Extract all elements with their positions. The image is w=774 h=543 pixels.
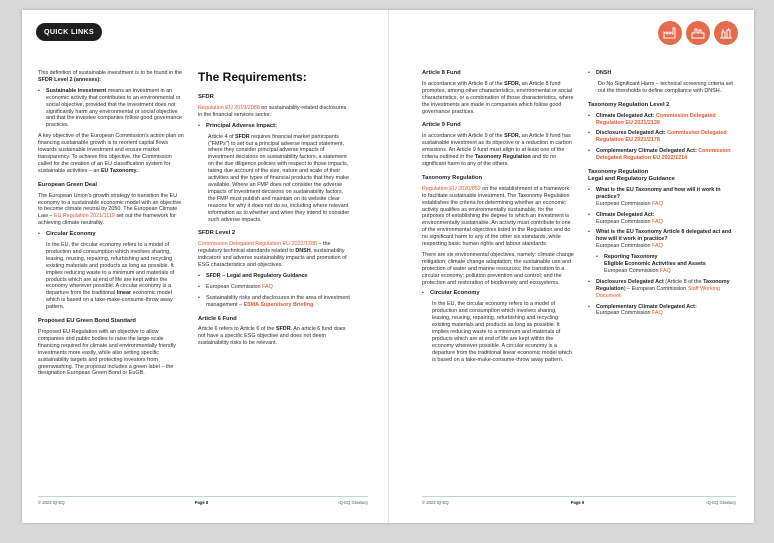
- article8-heading: Article 8 Fund: [422, 70, 461, 76]
- guidance-item-article8: • What is the EU Taxonomy Article 8 delegated act and how will it work in practice? European Commission FAQ: [588, 229, 736, 250]
- circular-economy-item-2: [422, 290, 574, 297]
- six-objectives-text: There are six environmental objectives, namely: climate change mitigation; climate change adaptation; the sustainable use and protection of water and marine resources; the transition to a circular economy; pollution prevention and control; and the protection and restoration of biodiversity and ecosystems.: [422, 251, 574, 286]
- pai-text: Article 4 of SFDR requires financial market participants ("FMPs") to set out a principal adverse impact statement, where they consider principal adverse impacts of investment decisions on sustainability factors, a statement on the due diligence policies with respect to those impacts, taking due account of the size, nature and scale of their activities and the types of financial products that they make available. Where an FMP does not consider the adverse impacts of investment decisions on sustainability factors, the FMP must publish and maintain on its website clear reasons for why it does not do so, including where relevant information as to whether and when they intend to consider such adverse impacts.: [208, 133, 350, 223]
- column-1: [38, 70, 184, 381]
- sfdr-guidance-list: [198, 273, 350, 309]
- article6-text: Article 6 refers to Article 6 of the SFDR. An article 6 fund does not have a specific ESG objective and does not deem sustainability risks to be relevant.: [198, 326, 346, 347]
- guidance-item-what-is: • What is the EU Taxonomy and how will it work in practice? European Commission FAQ: [588, 187, 736, 208]
- document-spread: [22, 10, 754, 523]
- circular-list: [38, 231, 184, 311]
- column-4: [588, 70, 736, 321]
- guidance-sub-item: • Reporting Taxonomy Eligible Economic Activities and Assets European Commission FAQ: [596, 254, 736, 275]
- definition-list: [38, 88, 184, 129]
- faq-link-5[interactable]: FAQ: [652, 310, 663, 317]
- green-deal-text: The European Union's growth strategy to transition the EU economy to a sustainable economic model with an objective to become climate neutral by 2050. The European Climate Law – EU Regulation 2021/1119 set out the framework for achieving climate neutrality.: [38, 192, 182, 227]
- quick-links-button[interactable]: QUICK LINKS: [36, 23, 102, 41]
- footer-left: [38, 500, 368, 505]
- pai-item: [198, 123, 350, 130]
- dnsh-text: Do No Significant Harm – technical screening criteria set out the thresholds to define compliance with DNSH.: [598, 80, 733, 94]
- copyright-right: © 2023 IQ-EQ: [422, 500, 449, 505]
- sfdr-level2-heading: SFDR Level 2: [198, 230, 236, 237]
- circular-list-2: [422, 290, 574, 297]
- column-3: [422, 70, 574, 368]
- intro-text: This definition of sustainable investment is to be found in the SFDR Level 2 (annexes):: [38, 70, 183, 83]
- plant-icon[interactable]: [714, 21, 738, 45]
- pai-list: [198, 123, 350, 130]
- faq-link-3[interactable]: FAQ: [652, 243, 663, 250]
- climate-law-link[interactable]: EU Regulation 2021/1119: [53, 213, 115, 220]
- green-deal-heading: European Green Deal: [38, 181, 97, 188]
- circular-economy-text-2: In the EU, the circular economy refers to a model of production and consumption which involves sharing, leasing, reusing, repairing, refurbishing and recycling existing materials and products as long as possible. It implies reducing waste to a minimum and materials of products which are at end of life are kept within the economy wherever possible. A circular economy is a departure from the traditional linear economic model which is based on a take-make-consume-throw away pattern.: [432, 301, 572, 363]
- taxonomy-text: Regulation EU 2020/852 on the establishment of a framework to facilitate sustainable investment. The Taxonomy Regulation establishes the criteria for determining whether an economic activity qualifies as environmentally sustainable, for the purposes of establishing the degree to which an investment is environmentally sustainable. An activity must contribute to one of the environmental objectives listed in the Regulation and do no significant harm to any of the other six standards, while respecting basic human rights and labour standards.: [422, 185, 571, 248]
- article9-heading: Article 9 Fund: [422, 122, 461, 129]
- sfdr-faq-item: • European Commission FAQ: [198, 284, 350, 291]
- faq-link-4[interactable]: FAQ: [660, 267, 671, 274]
- guidance-item-disclosures: • Disclosures Delegated Act (Article 8 of the Taxonomy Regulation) – European Commission Staff Working Document: [588, 279, 736, 300]
- taxonomy-heading: Taxonomy Regulation: [422, 174, 483, 181]
- factory-icon[interactable]: [658, 21, 682, 45]
- copyright-left: © 2023 IQ-EQ: [38, 500, 65, 505]
- doc-title-left: IQ-EQ Glossary: [338, 500, 368, 505]
- article6-heading: Article 6 Fund: [198, 315, 237, 322]
- delegated-acts-list: [588, 113, 736, 162]
- column-2: [198, 70, 350, 351]
- guidance-item-climate: • Climate Delegated Act: European Commission FAQ: [588, 212, 736, 226]
- sfdr-level2-text: Commission Delegated Regulation EU 2022/1288 – the regulatory technical standards related to DNSH, sustainability indicators and adverse sustainability impacts and promotion of ESG characteristics and objectives.: [198, 241, 347, 269]
- page-number-right: Page 9: [570, 500, 585, 505]
- esma-briefing-link[interactable]: ESMA Supervisory Briefing: [243, 301, 314, 308]
- pai-heading: • Principal Adverse Impact:: [206, 122, 277, 129]
- guidance-item-complementary: • Complementary Climate Delegated Act: European Commission FAQ: [588, 304, 736, 318]
- climate-delegated-item: • Climate Delegated Act: Commission Delegated Regulation EU 2021/2139: [588, 113, 736, 127]
- green-bond-text: Proposed EU Regulation with an objective to allow companies and public bodies to raise the large-scale financing required for climate and environmentally friendly investments more easily, while also setting specific sustainability targets and protecting investors from greenwashing. The proposal includes a green label – the designation European Green Bond or EuGB.: [38, 329, 176, 377]
- header-icons: [658, 21, 738, 45]
- climate-delegated-link[interactable]: Commission Delegated Regulation EU 2021/2139: [596, 112, 716, 126]
- page-number-left: Page 8: [194, 500, 209, 505]
- faq-link-1[interactable]: FAQ: [652, 200, 663, 207]
- dnsh-item: • DNSH: [588, 70, 736, 77]
- esma-briefing-item: • Sustainability risks and disclosures in the area of investment management – ESMA Supervisory Briefing: [198, 295, 350, 309]
- requirements-title: The Requirements:: [198, 70, 307, 84]
- taxonomy-level2-heading: Taxonomy Regulation Level 2: [588, 101, 670, 108]
- industry-icon[interactable]: [686, 21, 710, 45]
- footer-rule-left: [38, 496, 368, 497]
- disclosures-delegated-item: • Disclosures Delegated Act: Commission Delegated Regulation EU 2021/2178: [588, 130, 736, 144]
- dnsh-list: [588, 70, 736, 77]
- taxonomy-guidance-list: [588, 187, 736, 318]
- sfdr-regulation-link[interactable]: Regulation EU 2019/2088: [198, 104, 260, 111]
- doc-title-right: IQ-EQ Glossary: [706, 500, 736, 505]
- circular-economy-item: • Circular Economy In the EU, the circular economy refers to a model of production and consumption which involves sharing, leasing, reusing, repairing, refurbishing and recycling existing materials and products as long as possible. It implies reducing waste to a minimum and materials of products which are at end of life are kept within the economy wherever possible. A circular economy is a departure from the traditional linear economic model which is based on a take-make-consume-throw away pattern.: [38, 231, 184, 311]
- sfdr-guidance-heading-item: • SFDR – Legal and Regulatory Guidance: [198, 273, 350, 280]
- complementary-delegated-item: • Complementary Climate Delegated Act: Commission Delegated Regulation EU 2022/1214: [588, 148, 736, 162]
- sfdr-level2-link[interactable]: Commission Delegated Regulation EU 2022/1288: [198, 241, 317, 248]
- sfdr-heading: SFDR: [198, 94, 214, 100]
- article8-text: In accordance with Article 8 of the SFDR, an Article 8 fund promotes, among other characteristics, environmental or social characteristics, or a combination of those characteristics, where the investments are made in companies which follow good governance practices.: [422, 80, 574, 115]
- article9-text: In accordance with Article 9 of the SFDR, an Article 9 fund has sustainable investment as its objective or a reduction in carbon emissions. An Article 9 fund must align to at least one of the criteria outlined in the Taxonomy Regulation and do no significant harm to any of the others.: [422, 133, 572, 167]
- circular-economy-heading-2: • Circular Economy: [430, 290, 480, 297]
- green-bond-heading: Proposed EU Green Bond Standard: [38, 318, 136, 325]
- taxonomy-guidance-heading: Taxonomy Regulation Legal and Regulatory Guidance: [588, 169, 675, 182]
- sfdr-text: Regulation EU 2019/2088 on sustainability-related disclosures in the financial services sector.: [198, 104, 347, 118]
- circular-economy-heading: • Circular Economy: [46, 231, 96, 238]
- page-fold: [388, 10, 389, 523]
- sustainable-investment-item: • Sustainable Investment means an investment in an economic activity that contributes to an environmental or social objective, provided that the investment does not significantly harm any environmental or social objective and that the investee companies follow good governance practices.: [38, 88, 184, 129]
- taxonomy-regulation-link[interactable]: Regulation EU 2020/852: [422, 185, 481, 192]
- faq-link-2[interactable]: FAQ: [652, 218, 663, 225]
- sfdr-faq-link[interactable]: FAQ: [262, 283, 273, 290]
- staff-working-document-link[interactable]: Staff Working Document: [596, 285, 720, 299]
- footer-rule-right: [422, 496, 736, 497]
- key-objective-text: A key objective of the European Commission's action plan on financing sustainable growth is to reorient capital flows towards sustainable investment and ensure market transparency. To achieve this objective, the Commission called for the creation of an EU classification system for sustainable activities – an EU Taxonomy.: [38, 133, 184, 174]
- footer-right: [422, 500, 736, 505]
- complementary-delegated-link[interactable]: Commission Delegated Regulation EU 2022/1214: [596, 148, 731, 162]
- disclosures-delegated-link[interactable]: Commission Delegated Regulation EU 2021/2178: [596, 130, 727, 144]
